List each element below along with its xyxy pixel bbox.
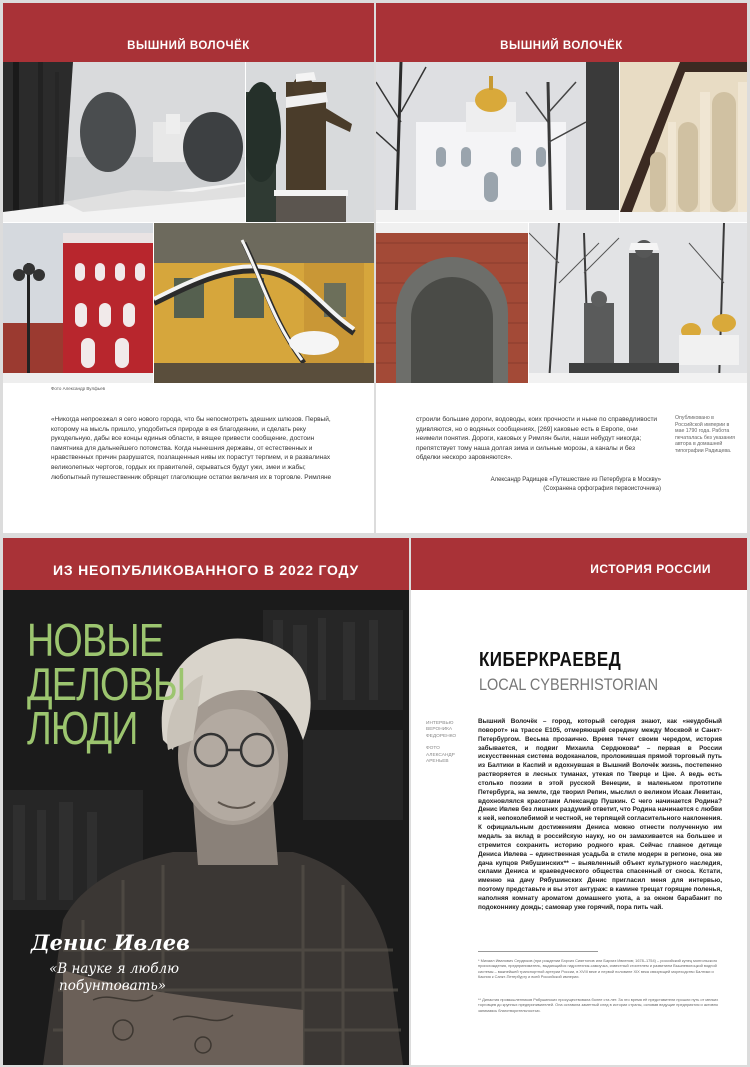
photo-brick-arch — [376, 223, 528, 383]
sidenote: Опубликовано в Российской империи в мае 1790 года. Работа печаталась без указания автора в домашней типографии Радищева. — [675, 415, 735, 454]
photo-credit: Фото Александр Вулфьев — [51, 386, 106, 391]
page-header — [411, 538, 747, 590]
title-line-1: НОВЫЕ — [27, 614, 164, 666]
attribution-note: (Сохранена орфография первоисточника) — [543, 485, 661, 492]
page-header-title: ВЫШНИЙ ВОЛОЧЁК — [127, 40, 250, 52]
title-line-3: ЛЮДИ — [27, 702, 138, 754]
page-header — [3, 538, 409, 590]
byline-line: ВЕРОНИКА — [426, 727, 453, 733]
footnote-1: * Михаил Иванович Сердюков (при рождении Бэрхиэ Сиянтонов или Бархиэ Ивиенов; 1678–1754) – российский купец монгольского происхождения, предприниматель, выдающийся гидротехник-самоучка, известный стоителем и развитием Вышневолоцкой водной системы – важнейшей транспортной артерии России, в XVIII веке и первой половине XIX века связующей мореходство Балтики и Каспия к Санкт-Петербургу и всей Российской империи. — [478, 958, 718, 979]
quote-line-2: побунтовать» — [59, 978, 167, 994]
spread2-left-page — [3, 538, 409, 1065]
spread1-right-page — [376, 3, 747, 533]
byline-line: АЛЕКСАНДР — [426, 752, 455, 758]
photo-arcade — [620, 62, 747, 222]
page-header-title: ИСТОРИЯ РОССИИ — [590, 562, 711, 576]
photo-red-building — [3, 223, 153, 383]
photo-yellow-building — [154, 223, 374, 383]
page-header — [3, 3, 374, 62]
byline-line: ФЕДОРЕНКО — [426, 733, 457, 739]
attribution-source: Александр Радищев «Путешествие из Петербурга в Москву» — [490, 477, 661, 483]
spread2-right-page — [411, 538, 747, 1065]
byline-line: ФОТО — [426, 746, 440, 752]
quote-line-1: «В науке я люблю — [49, 961, 180, 977]
photo-winter-park — [3, 62, 245, 222]
photo-radishchev-monument — [529, 223, 747, 383]
footnote-divider — [478, 951, 598, 952]
page-header-title: ИЗ НЕОПУБЛИКОВАННОГО В 2022 ГОДУ — [53, 562, 359, 578]
byline-line: ИНТЕРВЬЮ — [426, 721, 454, 726]
spread1-left-page — [3, 3, 374, 533]
photo-lenin-monument — [246, 62, 374, 222]
title-line-2: ДЕЛОВЫ — [27, 658, 186, 710]
article-kicker: КИБЕРКРАЕВЕД — [479, 649, 622, 671]
byline-line: АРЕНЬЕВ — [426, 759, 449, 765]
page-header — [376, 3, 747, 62]
body-text: «Никогда непроезжал я сего нового города, что бы непосмотреть здешних шлюзов. Первый, которому на мысль пришло, уподобиться природе в ея благодеянии, и сделать реку рукодельную, дабы все концы единыя области, в вящее привести сообщение, достоин памятника для дальнейшего потомства. Когда нынешния державы, от естественных и нравственных причин разрушатся, позлащенныя нивы их порастут терпием, и в развалинах великолепных чертогов, гордых их правителей, скрываться будут ужи, змеи и жабы; любопытный путешественник обрящет глаголющие остатки величия их в торговле. Римляне — [51, 416, 332, 481]
article-body: Вышний Волочёк – город, который сегодня знают, как «неудобный поворот» на трассе Е105, отмеряющий середину между Москвой и Санкт-Петербургом. Весьма прозаично. Время течет своим чередом, история забывается, и подвиг Михаила Сердюкова* – первая в России искусственная система водоканалов, проложившая прямой торговый путь из Балтики в Каспий и вдохнувшая в Вышний Волочёк жизнь, постепенно растворяется в лесных туманах, утекая по Тверце и Цне. А ведь есть столько поэзии в этой русской Венеции, в маленьком прототипе Петербурга, на земле, где творил Репин, мыслил о великом Исаак Левитан, вдохновлялся красотами Александр Пушкин. С чего начинается Родина? Денис Ивлев без лишних раздумий ответит, что Родина начинается с любви к ней, непоколебимой и честной, не терпящей согласительного наклонения. К официальным достижениям Дениса можно отнести полученную им медаль за вклад в российскую науку, но он замахивается на большее и стремится сохранить историю родного края. Сейчас главное детище Дениса Ивлева – единственная усадьба в стиле модерн в регионе, она же дача купцов Рябушинских** – выявленный объект культурного наследия, силами Дениса и краеведческого общества спасенный от сноса. Кстати, именно на дачу Рябушинских Денис пригласил меня для интервью, поэтому представьте и вы этот антураж: в камине трещат горящие поленья, наполняя комнату ароматом домашнего уюта, а за окном барабанит по подоконнику дождь; самовар уже горячий, пора пить чай. — [478, 718, 722, 911]
magazine-title — [27, 614, 186, 754]
photo-white-church — [376, 62, 619, 222]
byline — [426, 721, 466, 765]
body-text: строили большие дороги, водоводы, коих прочности и ныне по справедливости удивляются, но о водяных сообщениях, [269] каковые есть в Европе, они неимели понятия. Дороги, каковых у Римлян были, наши небудут никогда; препятствует тому наша долгая зима и сильные морозы, а каналы и без обделки нескоро заровняются». — [416, 416, 658, 462]
attribution — [416, 476, 661, 493]
portrait-quote — [49, 961, 179, 995]
page-header-title: ВЫШНИЙ ВОЛОЧЁК — [500, 40, 623, 52]
portrait-name: Денис Ивлев — [31, 930, 190, 955]
footnote-2: ** Династия промышленников Рябушинских просуществовала более ста лет. За это время её представители прошли путь от мелких торговцев до крупных предпринимателей. Она оставила заметный след в истории страны, основав ведущие предприятия и активно занимаясь благотворительностью. — [478, 997, 719, 1013]
article-kicker-en: LOCAL CYBERHISTORIAN — [479, 675, 659, 694]
